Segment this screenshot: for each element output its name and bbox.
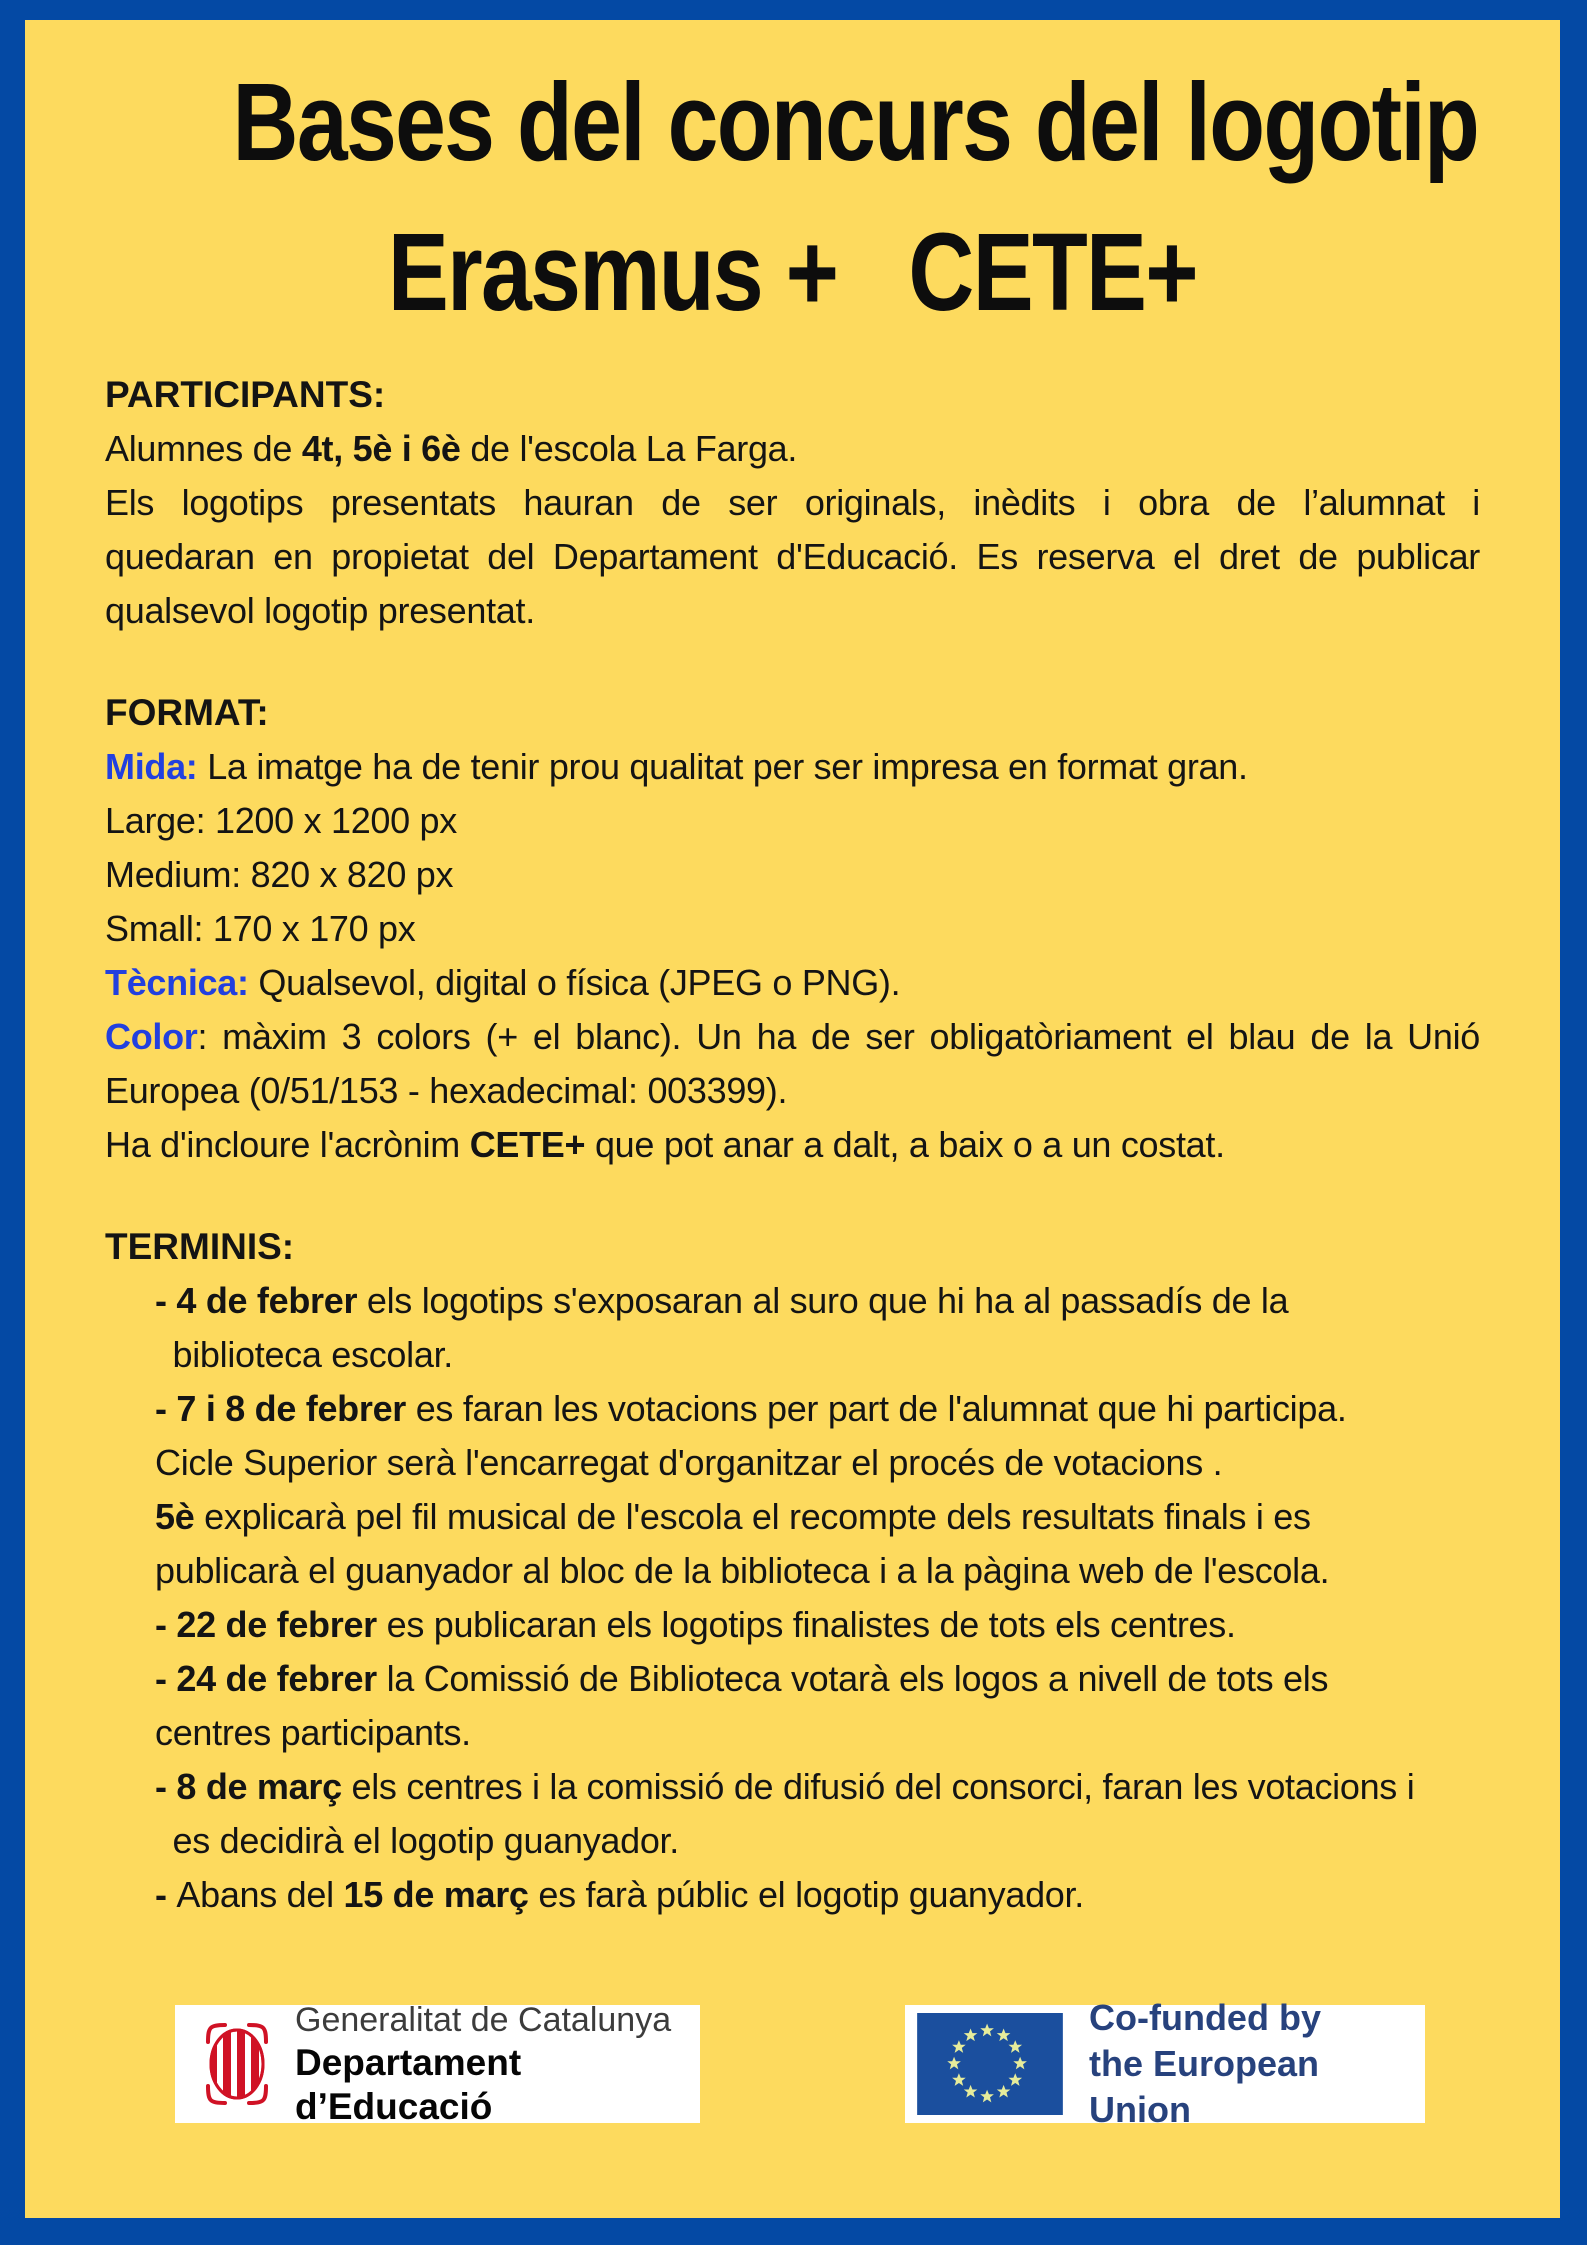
text-segment: quedaran en propietat del Departament d'Educació. Es reserva el dret de publicar bbox=[105, 536, 1480, 577]
text-segment: Ha d'incloure l'acrònim bbox=[105, 1124, 470, 1165]
text-line bbox=[105, 1274, 1480, 1328]
eu-cofunded-text bbox=[1089, 1995, 1415, 2133]
text-segment: Cicle Superior serà l'encarregat d'organitzar el procés de votacions . bbox=[155, 1442, 1223, 1483]
generalitat-department: Departament d’Educació bbox=[295, 2042, 522, 2127]
text-segment: els logotips s'exposaran al suro que hi ha al passadís de la bbox=[357, 1280, 1289, 1321]
text-segment: centres participants. bbox=[155, 1712, 471, 1753]
text-segment: - 8 de març bbox=[155, 1766, 342, 1807]
text-segment: qualsevol logotip presentat. bbox=[105, 590, 535, 631]
text-line bbox=[105, 1868, 1480, 1922]
generalitat-logo-card bbox=[175, 2001, 700, 2127]
text-line bbox=[105, 740, 1480, 794]
text-segment: es farà públic el logotip guanyador. bbox=[528, 1874, 1084, 1915]
text-segment: que pot anar a dalt, a baix o a un costat. bbox=[585, 1124, 1225, 1165]
text-line bbox=[105, 848, 1480, 902]
text-segment: - 4 de febrer bbox=[155, 1280, 358, 1321]
eu-union-line: the European Union bbox=[1089, 2043, 1320, 2130]
generalitat-text bbox=[295, 1999, 700, 2129]
text-segment: Europea (0/51/153 - hexadecimal: 003399). bbox=[105, 1070, 788, 1111]
text-line bbox=[105, 956, 1480, 1010]
text-segment: 5è bbox=[155, 1496, 195, 1537]
text-line bbox=[105, 1010, 1480, 1064]
eu-cofunded-line: Co-funded by bbox=[1089, 1997, 1321, 2038]
text-segment: Abans del bbox=[176, 1874, 344, 1915]
text-segment: Mida: bbox=[105, 746, 198, 787]
text-segment: : màxim 3 colors (+ el blanc). Un ha de ser obligatòriament el blau de la Unió bbox=[197, 1016, 1480, 1057]
text-line bbox=[105, 1598, 1480, 1652]
text-segment: Medium: 820 x 820 px bbox=[105, 854, 454, 895]
text-segment: els centres i la comissió de difusió del consorci, faran les votacions i bbox=[341, 1766, 1415, 1807]
text-segment: Color bbox=[105, 1016, 198, 1057]
text-segment: La imatge ha de tenir prou qualitat per ser impresa en format gran. bbox=[197, 746, 1248, 787]
text-line bbox=[105, 1118, 1480, 1172]
text-line bbox=[105, 530, 1480, 584]
text-segment: - bbox=[155, 1874, 177, 1915]
text-segment: - 22 de febrer bbox=[155, 1604, 377, 1645]
text-segment: Small: 170 x 170 px bbox=[105, 908, 416, 949]
text-segment: Qualsevol, digital o física (JPEG o PNG). bbox=[248, 962, 901, 1003]
text-line bbox=[105, 902, 1480, 956]
text-segment: publicarà el guanyador al bloc de la biblioteca i a la pàgina web de l'escola. bbox=[155, 1550, 1330, 1591]
title-line-2: Erasmus + CETE+ bbox=[387, 211, 1198, 334]
section-heading-terminis: TERMINIS: bbox=[105, 1226, 295, 1267]
text-line bbox=[105, 1706, 1480, 1760]
text-segment: - 24 de febrer bbox=[155, 1658, 377, 1699]
text-segment: explicarà pel fil musical de l'escola el recompte dels resultats finals i es bbox=[194, 1496, 1311, 1537]
title-line-1: Bases del concurs del logotip bbox=[232, 61, 1479, 184]
text-line bbox=[105, 476, 1480, 530]
text-line bbox=[105, 422, 1480, 476]
text-line bbox=[105, 1814, 1480, 1868]
text-segment: - 7 i 8 de febrer bbox=[155, 1388, 406, 1429]
text-line bbox=[105, 1436, 1480, 1490]
footer-row bbox=[105, 1997, 1480, 2130]
text-line bbox=[105, 1652, 1480, 1706]
section-heading-format: FORMAT: bbox=[105, 692, 269, 733]
text-segment: de l'escola La Farga. bbox=[460, 428, 798, 469]
text-segment: CETE+ bbox=[469, 1124, 586, 1165]
text-segment: 4t, 5è i 6è bbox=[301, 428, 461, 469]
section-heading-participants: PARTICIPANTS: bbox=[105, 374, 386, 415]
eu-flag-icon bbox=[915, 2013, 1065, 2115]
text-line bbox=[105, 1382, 1480, 1436]
text-segment: Els logotips presentats hauran de ser originals, inèdits i obra de l’alumnat i bbox=[105, 482, 1480, 523]
poster-inner bbox=[25, 20, 1560, 2218]
text-segment: 15 de març bbox=[343, 1874, 529, 1915]
text-line bbox=[105, 1760, 1480, 1814]
generalitat-name: Generalitat de Catalunya bbox=[295, 2001, 672, 2039]
text-segment: es decidirà el logotip guanyador. bbox=[172, 1820, 679, 1861]
text-segment: Large: 1200 x 1200 px bbox=[105, 800, 457, 841]
text-line bbox=[105, 1544, 1480, 1598]
text-segment: Tècnica: bbox=[105, 962, 249, 1003]
page-title bbox=[105, 48, 1480, 348]
text-segment: es faran les votacions per part de l'alumnat que hi participa. bbox=[406, 1388, 1347, 1429]
text-line bbox=[105, 584, 1480, 638]
text-line bbox=[105, 794, 1480, 848]
text-line bbox=[105, 1328, 1480, 1382]
eu-logo-card bbox=[905, 1997, 1425, 2130]
text-line bbox=[105, 1064, 1480, 1118]
text-line bbox=[105, 1490, 1480, 1544]
text-segment: biblioteca escolar. bbox=[172, 1334, 453, 1375]
senyera-emblem-icon bbox=[205, 2021, 269, 2107]
text-segment: la Comissió de Biblioteca votarà els logos a nivell de tots els bbox=[376, 1658, 1329, 1699]
text-segment: es publicaran els logotips finalistes de tots els centres. bbox=[376, 1604, 1236, 1645]
text-segment: Alumnes de bbox=[105, 428, 302, 469]
sections-container bbox=[105, 368, 1480, 1922]
